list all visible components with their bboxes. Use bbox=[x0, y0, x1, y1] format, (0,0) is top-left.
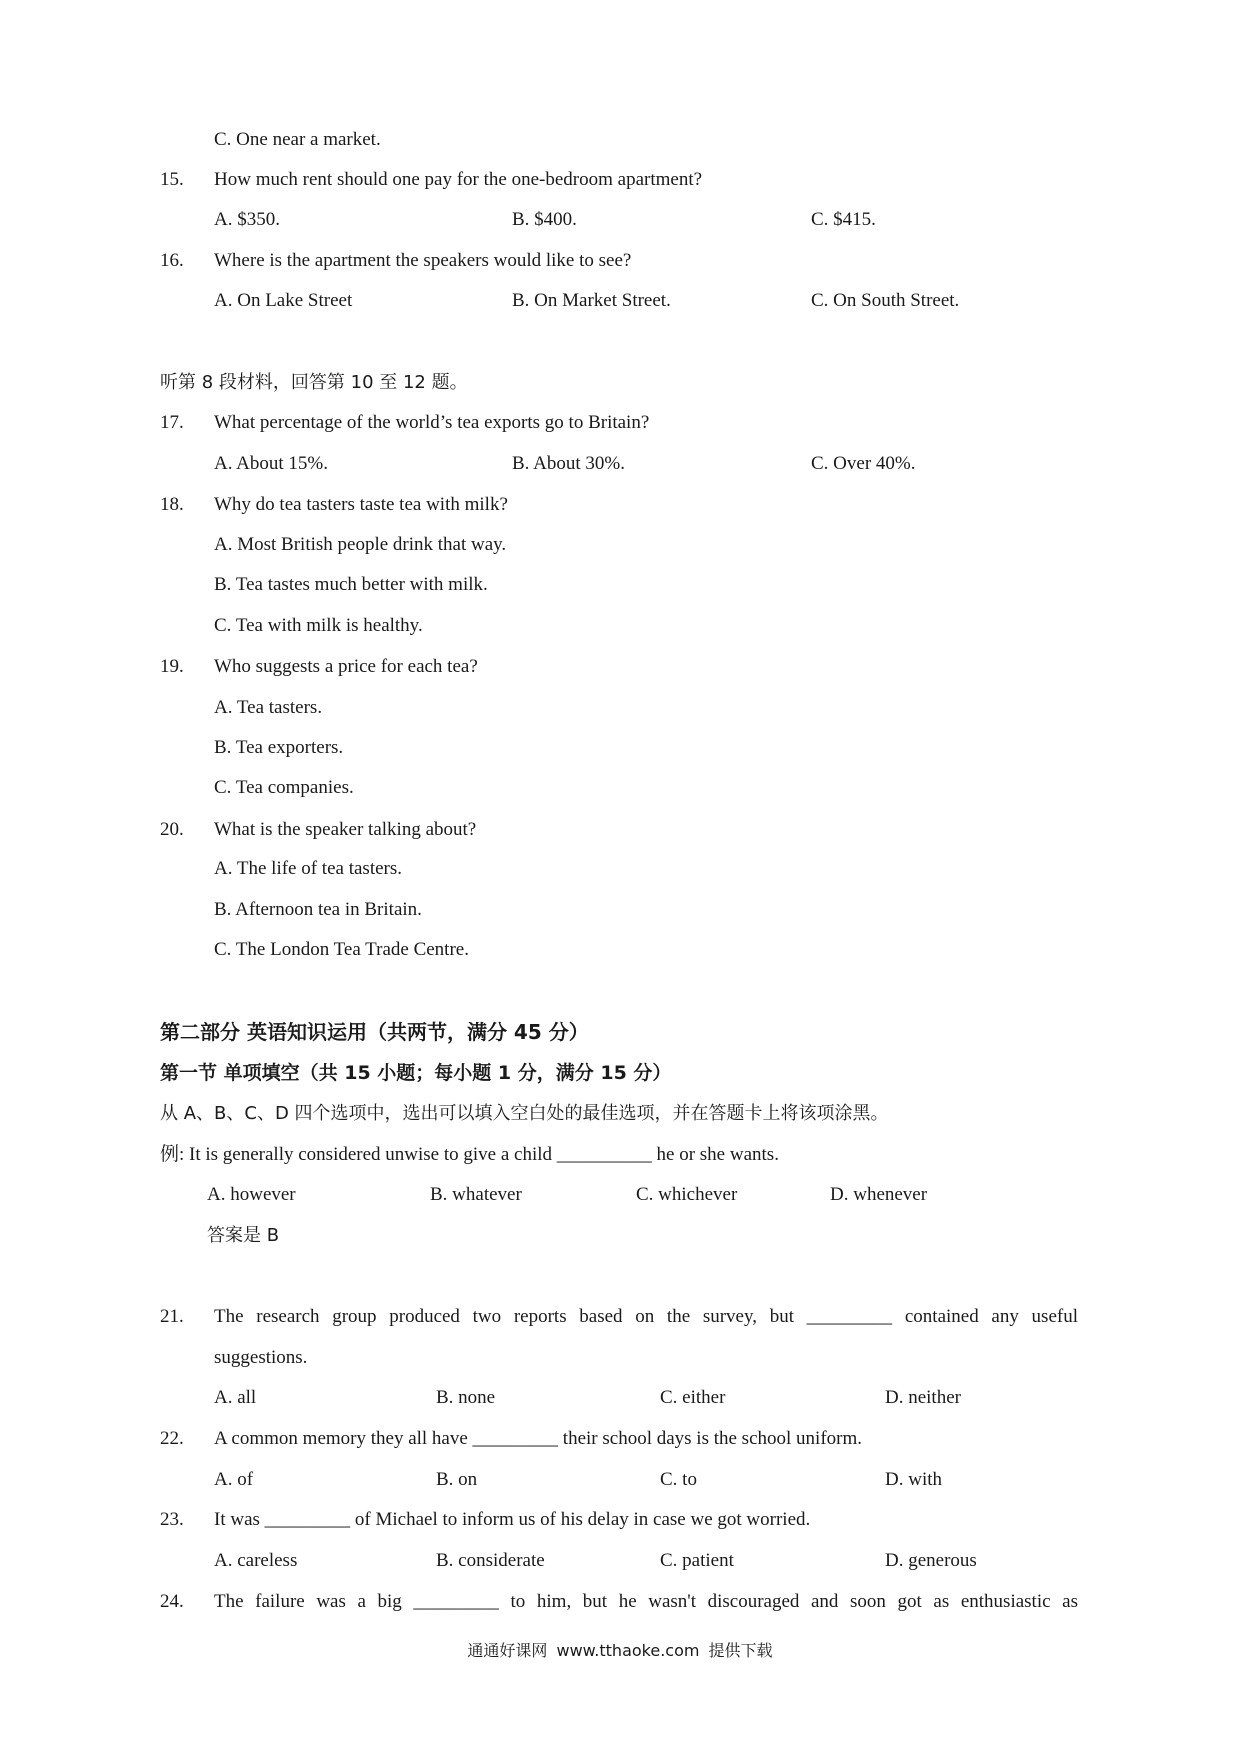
q23-option-b: B. considerate bbox=[436, 1550, 545, 1571]
q20-text: What is the speaker talking about? bbox=[214, 819, 477, 840]
q17-option-a: A. About 15%. bbox=[214, 453, 328, 474]
q18-option-b: B. Tea tastes much better with milk. bbox=[214, 574, 488, 595]
section1-instruction: 从 A、B、C、D 四个选项中，选出可以填入空白处的最佳选项，并在答题卡上将该项涂黑。 bbox=[160, 1103, 889, 1124]
q16-option-b: B. On Market Street. bbox=[512, 290, 671, 311]
q23-option-d: D. generous bbox=[885, 1550, 977, 1571]
q19-option-b: B. Tea exporters. bbox=[214, 737, 344, 758]
q19-number: 19. bbox=[160, 656, 184, 677]
part2-title: 第二部分 英语知识运用（共两节，满分 45 分） bbox=[160, 1020, 589, 1044]
q21-text: The research group produced two reports based on the survey, but _________ contained any useful bbox=[214, 1306, 1078, 1327]
q22-option-c: C. to bbox=[660, 1469, 697, 1490]
q15-text: How much rent should one pay for the one-bedroom apartment? bbox=[214, 169, 703, 190]
listening-instruction-8: 听第 8 段材料，回答第 10 至 12 题。 bbox=[160, 372, 468, 393]
q17-number: 17. bbox=[160, 412, 184, 433]
q21-text-continued: suggestions. bbox=[214, 1347, 308, 1368]
q14-option-c: C. One near a market. bbox=[214, 129, 381, 150]
q20-option-a: A. The life of tea tasters. bbox=[214, 858, 402, 879]
q23-number: 23. bbox=[160, 1509, 184, 1530]
q18-number: 18. bbox=[160, 494, 184, 515]
q22-option-b: B. on bbox=[436, 1469, 478, 1490]
q17-option-c: C. Over 40%. bbox=[811, 453, 916, 474]
q21-option-c: C. either bbox=[660, 1387, 726, 1408]
q16-text: Where is the apartment the speakers would like to see? bbox=[214, 250, 632, 271]
q19-option-a: A. Tea tasters. bbox=[214, 697, 323, 718]
example-option-a: A. however bbox=[207, 1184, 296, 1205]
q20-option-c: C. The London Tea Trade Centre. bbox=[214, 939, 469, 960]
q22-number: 22. bbox=[160, 1428, 184, 1449]
q21-option-a: A. all bbox=[214, 1387, 257, 1408]
q15-option-c: C. $415. bbox=[811, 209, 876, 230]
q15-option-b: B. $400. bbox=[512, 209, 577, 230]
example-text: 例: It is generally considered unwise to give a child __________ he or she wants. bbox=[160, 1144, 779, 1165]
q18-text: Why do tea tasters taste tea with milk? bbox=[214, 494, 508, 515]
example-option-c: C. whichever bbox=[636, 1184, 738, 1205]
q21-option-b: B. none bbox=[436, 1387, 496, 1408]
q24-text: The failure was a big _________ to him, but he wasn't discouraged and soon got as enthusiastic as bbox=[214, 1591, 1078, 1612]
q16-option-c: C. On South Street. bbox=[811, 290, 960, 311]
example-option-d: D. whenever bbox=[830, 1184, 928, 1205]
q18-option-a: A. Most British people drink that way. bbox=[214, 534, 507, 555]
q23-option-c: C. patient bbox=[660, 1550, 734, 1571]
q19-text: Who suggests a price for each tea? bbox=[214, 656, 478, 677]
q17-text: What percentage of the world’s tea exports go to Britain? bbox=[214, 412, 650, 433]
q19-option-c: C. Tea companies. bbox=[214, 777, 354, 798]
q22-text: A common memory they all have _________ their school days is the school uniform. bbox=[214, 1428, 863, 1449]
q17-option-b: B. About 30%. bbox=[512, 453, 625, 474]
q21-option-d: D. neither bbox=[885, 1387, 961, 1408]
q16-option-a: A. On Lake Street bbox=[214, 290, 353, 311]
example-option-b: B. whatever bbox=[430, 1184, 522, 1205]
example-answer: 答案是 B bbox=[207, 1225, 280, 1246]
q16-number: 16. bbox=[160, 250, 184, 271]
q23-option-a: A. careless bbox=[214, 1550, 298, 1571]
q20-option-b: B. Afternoon tea in Britain. bbox=[214, 899, 422, 920]
q23-text: It was _________ of Michael to inform us of his delay in case we got worried. bbox=[214, 1509, 811, 1530]
q20-number: 20. bbox=[160, 819, 184, 840]
q24-number: 24. bbox=[160, 1591, 184, 1612]
q15-option-a: A. $350. bbox=[214, 209, 280, 230]
q21-number: 21. bbox=[160, 1306, 184, 1327]
q18-option-c: C. Tea with milk is healthy. bbox=[214, 615, 423, 636]
section1-title: 第一节 单项填空（共 15 小题；每小题 1 分，满分 15 分） bbox=[160, 1062, 672, 1084]
q15-number: 15. bbox=[160, 169, 184, 190]
page-footer: 通通好课网 www.tthaoke.com 提供下载 bbox=[467, 1641, 773, 1660]
q22-option-d: D. with bbox=[885, 1469, 942, 1490]
q22-option-a: A. of bbox=[214, 1469, 254, 1490]
